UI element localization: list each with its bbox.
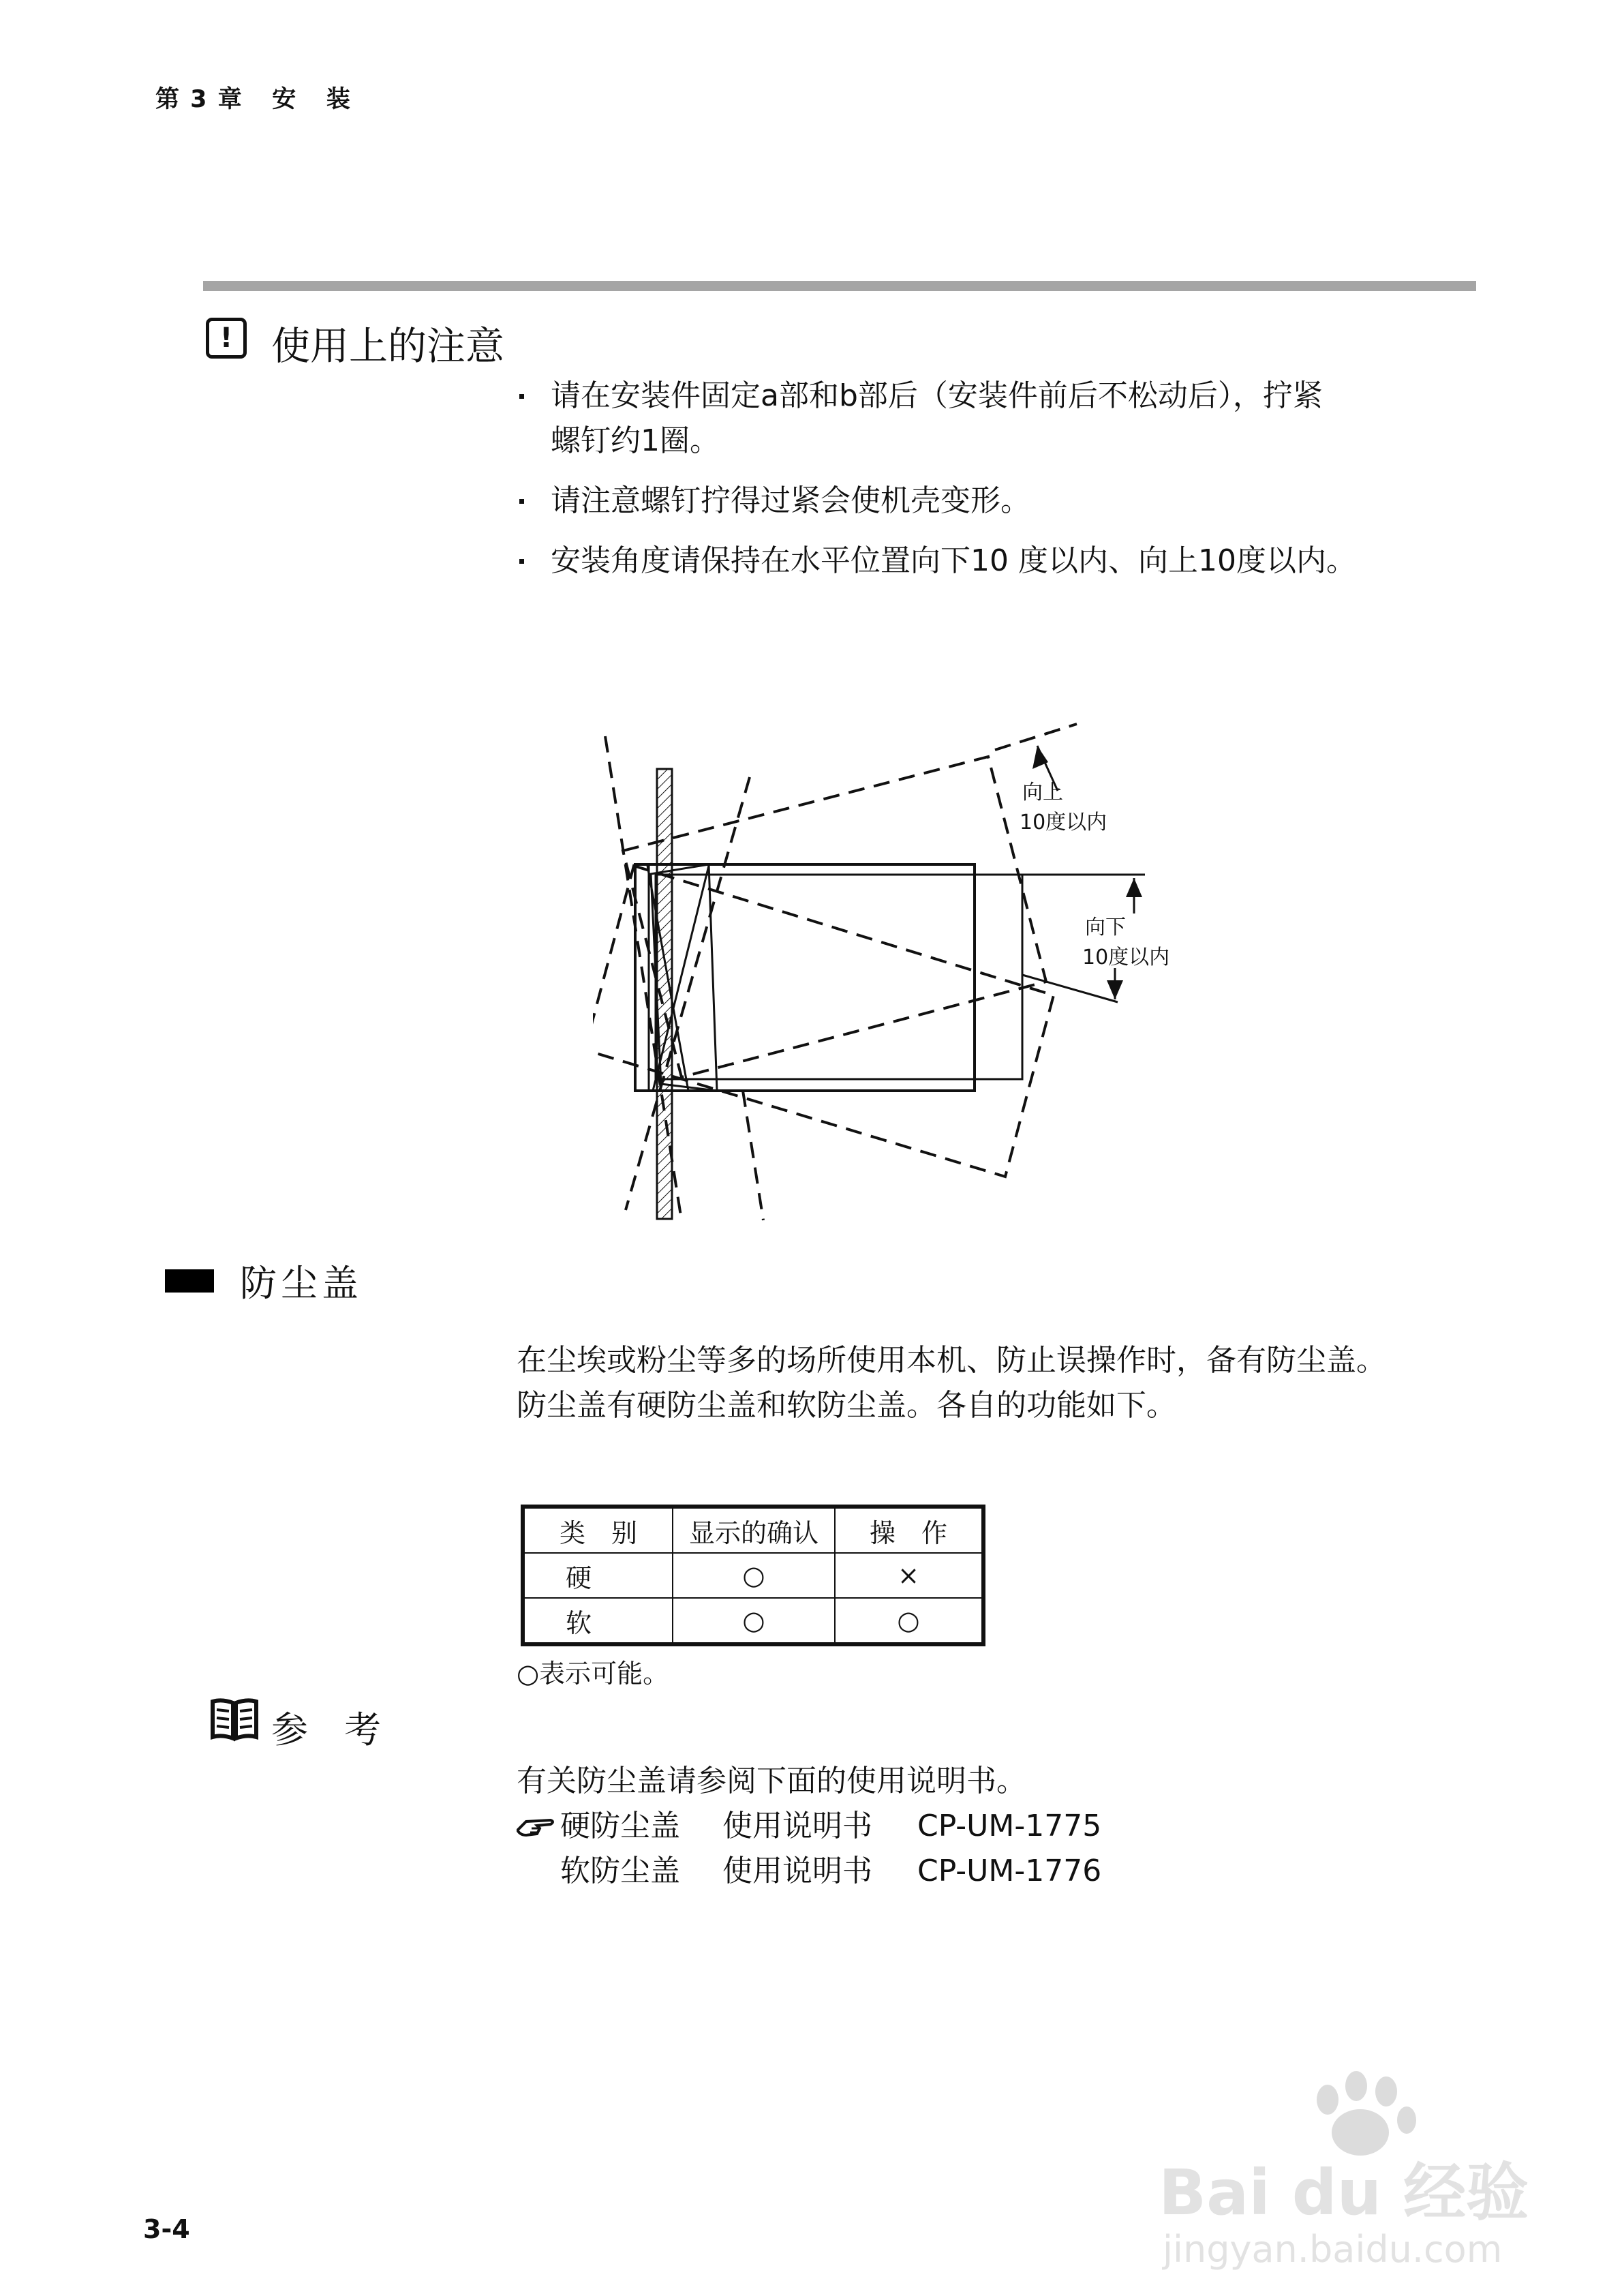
table-header-row <box>523 1507 983 1553</box>
page-number: 3-4 <box>143 2214 190 2244</box>
table-note: ○表示可能。 <box>517 1659 669 1689</box>
table-cell: 硬 <box>523 1553 673 1598</box>
reference-body <box>517 1759 1130 1894</box>
chapter-header: 第 3 章 安 装 <box>155 86 352 113</box>
down-limit-line <box>1022 975 1118 1002</box>
caution-list <box>519 374 1426 599</box>
reference-item-2-name: 软防尘盖 <box>560 1854 680 1888</box>
down-label-1: 向下 <box>1085 916 1126 939</box>
caution-title: 使用上的注意 <box>271 324 504 369</box>
reference-item-1-manual: 使用说明书 <box>722 1809 872 1843</box>
table-cell: × <box>835 1553 983 1598</box>
list-item <box>519 479 1426 524</box>
baidu-watermark <box>1159 2059 1567 2277</box>
list-item <box>517 1804 1130 1849</box>
watermark-brand: Bai du 经验 <box>1159 2156 1529 2229</box>
caution-item-2: 请注意螺钉拧得过紧会使机壳变形。 <box>551 483 1030 518</box>
intro-line-1: 在尘埃或粉尘等多的场所使用本机、防止误操作时，备有防尘盖。 <box>517 1343 1386 1378</box>
table-header-operation: 操 作 <box>835 1507 983 1553</box>
table-cell: ○ <box>835 1598 983 1644</box>
reference-title: 参 考 <box>271 1708 394 1751</box>
table-cell: ○ <box>673 1598 835 1644</box>
table-row <box>523 1598 983 1644</box>
section-divider <box>203 281 1476 291</box>
axis-dash-3 <box>743 1091 763 1220</box>
up-limit-line <box>995 724 1077 750</box>
exclamation-box-icon: ! <box>206 318 247 359</box>
open-book-icon <box>209 1697 260 1742</box>
reference-item-2-manual: 使用说明书 <box>722 1854 872 1888</box>
list-item <box>517 1849 1130 1894</box>
table-row <box>523 1553 983 1598</box>
caution-item-1-line-1: 请在安装件固定a部和b部后（安装件前后不松动后），拧紧 <box>551 378 1323 413</box>
down-arrow-head-bottom <box>1107 980 1123 999</box>
dust-cover-table <box>521 1505 985 1646</box>
table-cell: 软 <box>523 1598 673 1644</box>
reference-item-1-name: 硬防尘盖 <box>560 1809 680 1843</box>
down-label-2: 10度以内 <box>1082 946 1170 969</box>
down-arrow-head-top <box>1126 878 1142 897</box>
unit-tilt-up <box>623 757 1046 1077</box>
dust-cover-title: 防尘盖 <box>240 1262 363 1305</box>
watermark-url: jingyan.baidu.com <box>1163 2228 1503 2271</box>
up-label-2: 10度以内 <box>1020 811 1107 834</box>
reference-item-2-code: CP-UM-1776 <box>917 1854 1102 1888</box>
table-header-type: 类 别 <box>523 1507 673 1553</box>
section-marker <box>165 1269 214 1293</box>
table-header-display: 显示的确认 <box>673 1507 835 1553</box>
mounting-angle-diagram <box>593 716 1206 1234</box>
unit-level <box>635 864 975 1091</box>
up-label-1: 向上 <box>1022 781 1063 804</box>
reference-item-1-code: CP-UM-1775 <box>917 1809 1102 1843</box>
intro-line-2: 防尘盖有硬防尘盖和软防尘盖。各自的功能如下。 <box>517 1388 1176 1423</box>
list-item <box>519 539 1426 584</box>
caution-item-3: 安装角度请保持在水平位置向下10 度以内、向上10度以内。 <box>551 543 1356 578</box>
table-cell: ○ <box>673 1553 835 1598</box>
caution-item-1-line-2: 螺钉约1圈。 <box>551 423 720 458</box>
pointing-hand-icon <box>517 1813 555 1841</box>
list-item <box>519 374 1426 464</box>
reference-intro: 有关防尘盖请参阅下面的使用说明书。 <box>517 1764 1026 1798</box>
axis-dash-2 <box>626 777 750 1210</box>
dust-cover-intro <box>517 1338 1386 1428</box>
